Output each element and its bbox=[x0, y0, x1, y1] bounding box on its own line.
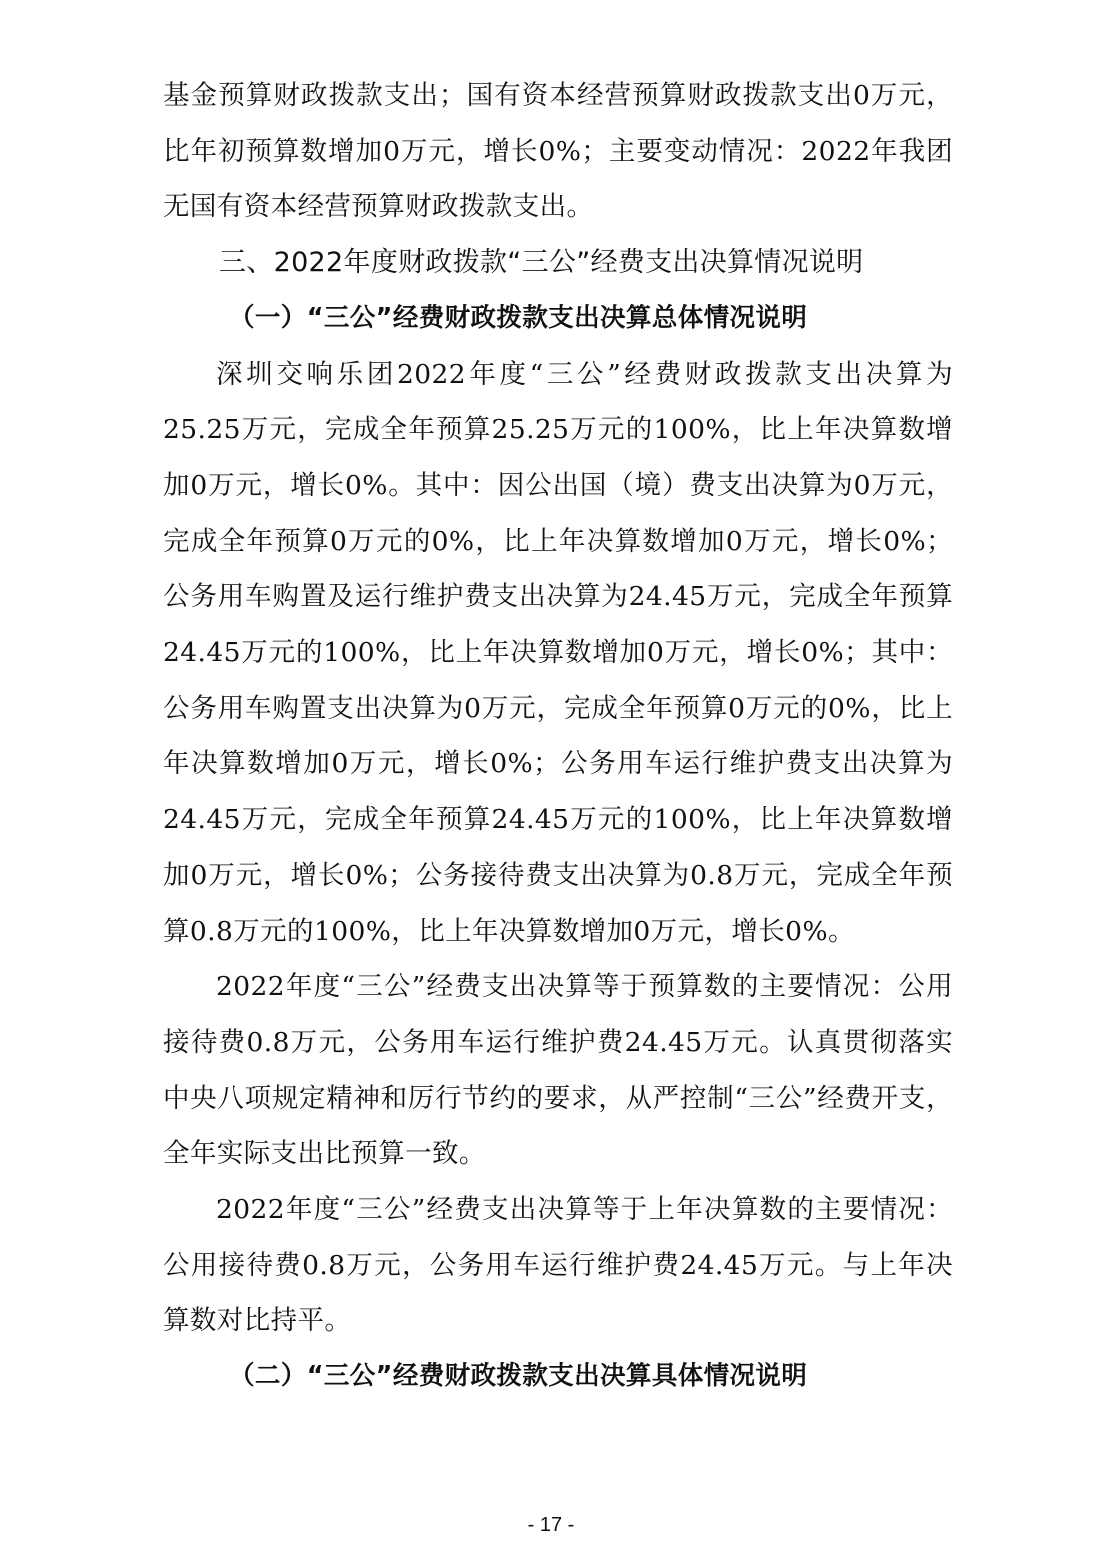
page-number: - 17 - bbox=[527, 1514, 575, 1536]
section-heading: 三、2022年度财政拨款“三公”经费支出决算情况说明 bbox=[219, 247, 864, 279]
subsection-heading-1: （一）“三公”经费财政拨款支出决算总体情况说明 bbox=[229, 302, 808, 333]
paragraph-vs-last-year: 2022年度“三公”经费支出决算等于上年决算数的主要情况：公用接待费0.8万元，公务用车运行维护费24.45万元。与上年决算数对比持平。 bbox=[163, 1194, 953, 1337]
paragraph-continuation: 基金预算财政拨款支出；国有资本经营预算财政拨款支出0万元，比年初预算数增加0万元，增长0%；主要变动情况：2022年我团无国有资本经营预算财政拨款支出。 bbox=[163, 80, 953, 223]
subsection-heading-2: （二）“三公”经费财政拨款支出决算具体情况说明 bbox=[229, 1361, 808, 1392]
paragraph-vs-budget: 2022年度“三公”经费支出决算等于预算数的主要情况：公用接待费0.8万元，公务用车运行维护费24.45万元。认真贯彻落实中央八项规定精神和厉行节约的要求，从严控制“三公”经费开支，全年实际支出比预算一致。 bbox=[163, 971, 953, 1170]
paragraph-overall: 深圳交响乐团2022年度“三公”经费财政拨款支出决算为25.25万元，完成全年预算25.25万元的100%，比上年决算数增加0万元，增长0%。其中：因公出国（境）费支出决算为0万元，完成全年预算0万元的0%，比上年决算数增加0万元，增长0%；公务用车购置及运行维护费支出决算为24.45万元，完成全年预算24.45万元的100%，比上年决算数增加0万元，增长0%；其中：公务用车购置支出决算为0万元，完成全年预算0万元的0%，比上年决算数增加0万元，增长0%；公务用车运行维护费支出决算为24.45万元，完成全年预算24.45万元的100%，比上年决算数增加0万元，增长0%；公务接待费支出决算为0.8万元，完成全年预算0.8万元的100%，比上年决算数增加0万元，增长0%。 bbox=[163, 358, 953, 947]
document-body bbox=[163, 68, 953, 1405]
